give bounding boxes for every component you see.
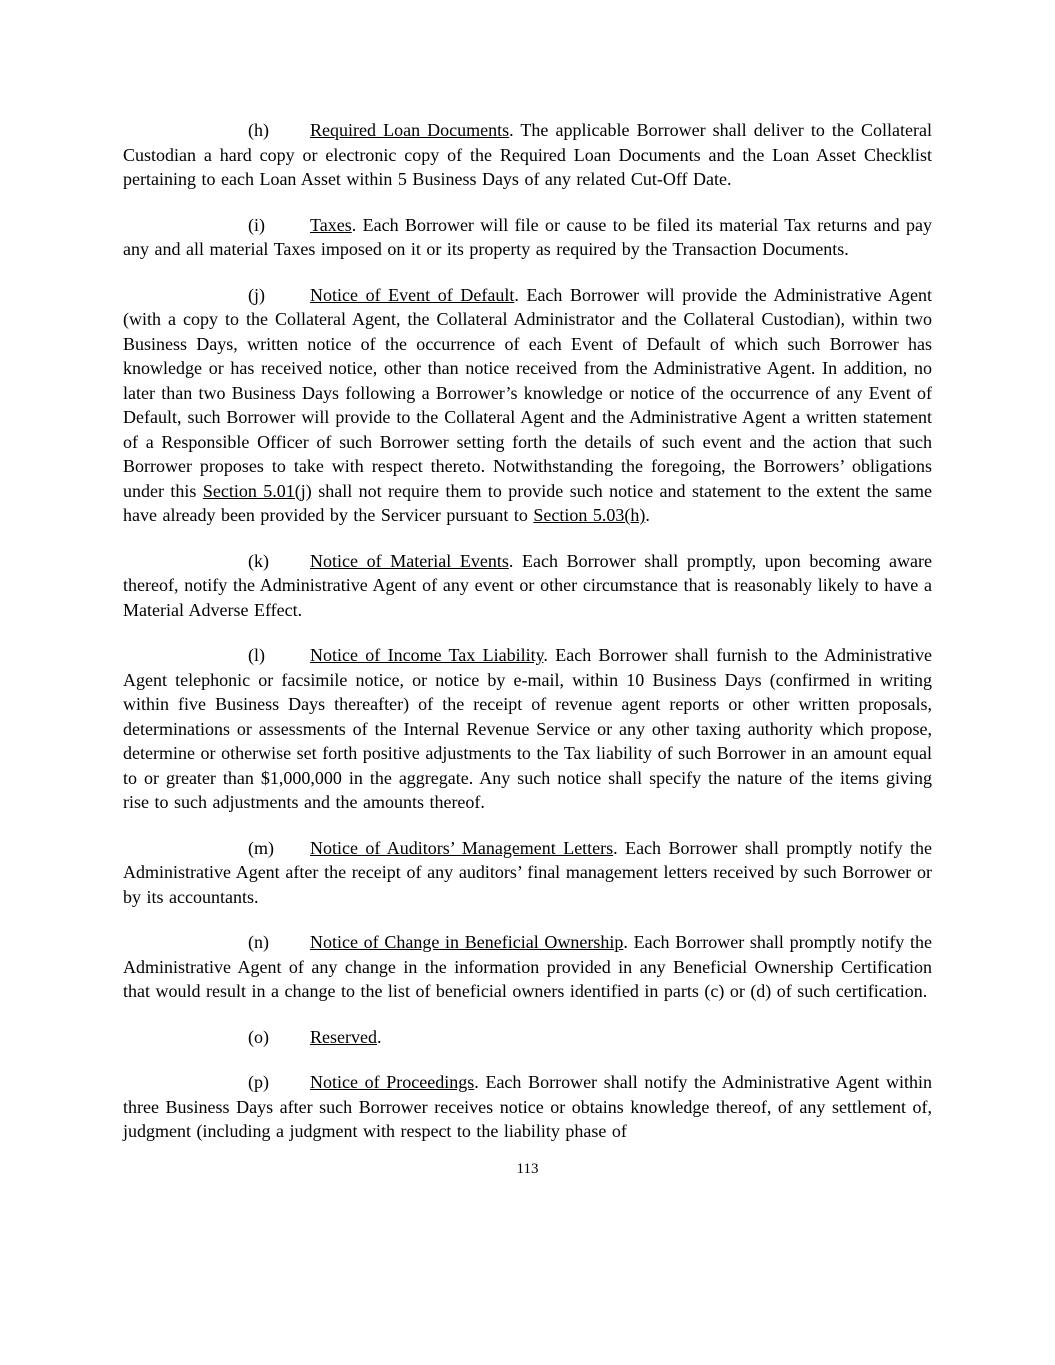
paragraph-text: . (376, 1026, 382, 1047)
paragraph-n (123, 930, 932, 1004)
paragraph-l (123, 643, 932, 815)
section-heading: Notice of Event of Default (310, 284, 515, 305)
paragraph-text: . Each Borrower shall promptly notify the Administrative Agent after the receipt of any auditors’ final management letters received by such Borrower or by its accountants. (123, 837, 932, 907)
section-heading: Notice of Proceedings (310, 1072, 475, 1092)
paragraph-k (123, 549, 932, 623)
paragraph-label: (o) (248, 1026, 269, 1047)
paragraph-i (123, 213, 932, 262)
paragraph-text: . Each Borrower shall promptly, upon becoming aware thereof, notify the Administrative Agent of any event or other circumstance that is reasonably likely to have a Material Adverse Effect. (123, 550, 933, 620)
section-heading: Taxes (310, 214, 352, 235)
paragraph-text: shall not require them to provide such notice and statement to the extent the same have already been provided by the Servicer pursuant to (123, 480, 933, 525)
paragraph-text: . Each Borrower shall promptly notify the Administrative Agent of any change in the information provided in any Beneficial Ownership Certification that would result in a change to the list of beneficial owners identified in parts (c) or (d) of such certification. (123, 932, 932, 1001)
paragraph-label: (m) (248, 837, 274, 858)
paragraph-text: . Each Borrower will provide the Administrative Agent (with a copy to the Collateral Agent, the Collateral Administrator and the Collateral Custodian), within two Business Days, written notice of the occurrence of each Event of Default of which such Borrower has knowledge or has received notice, other than notice received from the Administrative Agent. In addition, no later than two Business Days following a Borrower’s knowledge or notice of the occurrence of any Event of Default, such Borrower will provide to the Collateral Agent and the Administrative Agent a written statement of a Responsible Officer of such Borrower setting forth the details of such event and the action that such Borrower proposes to take with respect thereto. Notwithstanding the foregoing, the Borrowers’ obligations under this (123, 284, 932, 501)
section-heading: Notice of Material Events (310, 550, 509, 571)
paragraph-text: . Each Borrower will file or cause to be filed its material Tax returns and pay any and all material Taxes imposed on it or its property as required by the Transaction Documents. (123, 214, 932, 259)
paragraph-text: . The applicable Borrower shall deliver to the Collateral Custodian a hard copy or electronic copy of the Required Loan Documents and the Loan Asset Checklist pertaining to each Loan Asset within 5 Business Days of any related Cut-Off Date. (123, 120, 932, 189)
paragraph-text: . Each Borrower shall notify the Administrative Agent within three Business Days after such Borrower receives notice or obtains knowledge thereof, of any settlement of, judgment (including a judgment with respect to the liability phase of (123, 1072, 933, 1141)
section-heading: Notice of Income Tax Liability (310, 645, 544, 665)
paragraph-label: (l) (248, 645, 265, 665)
section-reference: Section 5.03(h) (533, 505, 646, 525)
paragraph-label: (j) (248, 284, 265, 305)
section-reference: Section 5.01(j) (202, 480, 312, 501)
paragraph-o (123, 1025, 932, 1050)
paragraph-j (123, 283, 932, 528)
paragraph-m (123, 836, 932, 910)
section-heading: Notice of Change in Beneficial Ownership (310, 932, 624, 952)
section-heading: Reserved (310, 1026, 377, 1047)
page-number: 113 (516, 1160, 539, 1177)
section-heading: Notice of Auditors’ Management Letters (310, 837, 614, 858)
paragraph-label: (n) (248, 932, 269, 952)
paragraph-text: . Each Borrower shall furnish to the Administrative Agent telephonic or facsimile notice, or notice by e-mail, within 10 Business Days (confirmed in writing within five Business Days thereafter) of the receipt of revenue agent reports or other written proposals, determinations or assessments of the Internal Revenue Service or any other taxing authority which propose, determine or otherwise set forth positive adjustments to the Tax liability of such Borrower in an amount equal to or greater than $1,000,000 in the aggregate. Any such notice shall specify the nature of the items giving rise to such adjustments and the amounts thereof. (123, 645, 933, 812)
paragraph-label: (h) (248, 120, 269, 140)
paragraph-text: . (645, 505, 650, 525)
paragraph-h (123, 118, 932, 192)
paragraph-label: (i) (248, 214, 265, 235)
paragraph-p (123, 1070, 932, 1144)
section-heading: Required Loan Documents (310, 120, 510, 140)
paragraph-label: (p) (248, 1072, 269, 1092)
paragraph-label: (k) (248, 550, 269, 571)
